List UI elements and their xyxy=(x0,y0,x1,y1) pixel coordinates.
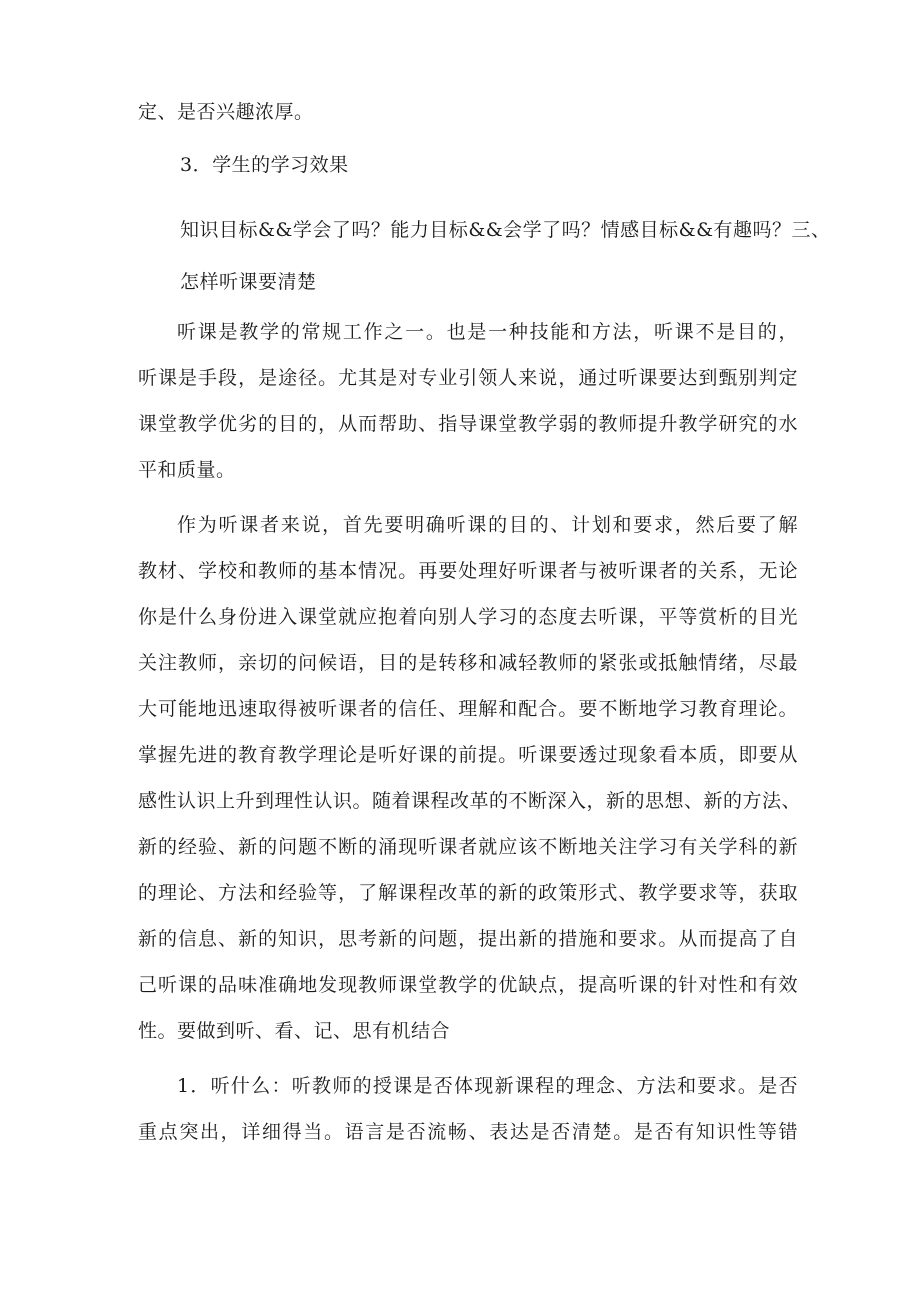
text-line: 定、是否兴趣浓厚。 xyxy=(138,101,314,123)
text-line: 听课是教学的常规工作之一。也是一种技能和方法，听课不是目的， xyxy=(177,321,798,343)
text-line: 大可能地迅速取得被听课者的信任、理解和配合。要不断地学习教育理论。 xyxy=(138,698,798,720)
text-line: 新的经验、新的问题不断的涌现听课者就应该不断地关注学习有关学科的新 xyxy=(138,836,798,858)
text-line: 己听课的品味准确地发现教师课堂教学的优缺点，提高听课的针对性和有效 xyxy=(138,974,798,996)
text-line: 知识目标&&学会了吗？能力目标&&会学了吗？情感目标&&有趣吗？三、 xyxy=(180,219,831,241)
text-line: 平和质量。 xyxy=(138,459,236,481)
text-line: 的理论、方法和经验等，了解课程改革的新的政策形式、教学要求等，获取 xyxy=(138,882,798,904)
text-line: 作为听课者来说，首先要明确听课的目的、计划和要求，然后要了解 xyxy=(177,514,798,536)
text-line: 掌握先进的教育教学理论是听好课的前提。听课要透过现象看本质，即要从 xyxy=(138,744,798,766)
text-line: 重点突出，详细得当。语言是否流畅、表达是否清楚。是否有知识性等错 xyxy=(138,1121,798,1143)
text-line: 感性认识上升到理性认识。随着课程改革的不断深入，新的思想、新的方法、 xyxy=(138,790,802,812)
section-heading: 3．学生的学习效果 xyxy=(180,154,349,176)
text-line: 性。要做到听、看、记、思有机结合 xyxy=(138,1020,451,1042)
section-heading: 怎样听课要清楚 xyxy=(180,271,317,293)
text-line: 课堂教学优劣的目的，从而帮助、指导课堂教学弱的教师提升教学研究的水 xyxy=(138,413,798,435)
text-line: 新的信息、新的知识，思考新的问题，提出新的措施和要求。从而提高了自 xyxy=(138,928,798,950)
text-line: 听课是手段，是途径。尤其是对专业引领人来说，通过听课要达到甄别判定 xyxy=(138,367,798,389)
text-line: 关注教师，亲切的问候语，目的是转移和减轻教师的紧张或抵触情绪，尽最 xyxy=(138,652,798,674)
text-line: 你是什么身份进入课堂就应抱着向别人学习的态度去听课，平等赏析的目光 xyxy=(138,606,798,628)
text-line: 教材、学校和教师的基本情况。再要处理好听课者与被听课者的关系，无论 xyxy=(138,560,798,582)
numbered-item: 1．听什么：听教师的授课是否体现新课程的理念、方法和要求。是否 xyxy=(177,1075,798,1097)
